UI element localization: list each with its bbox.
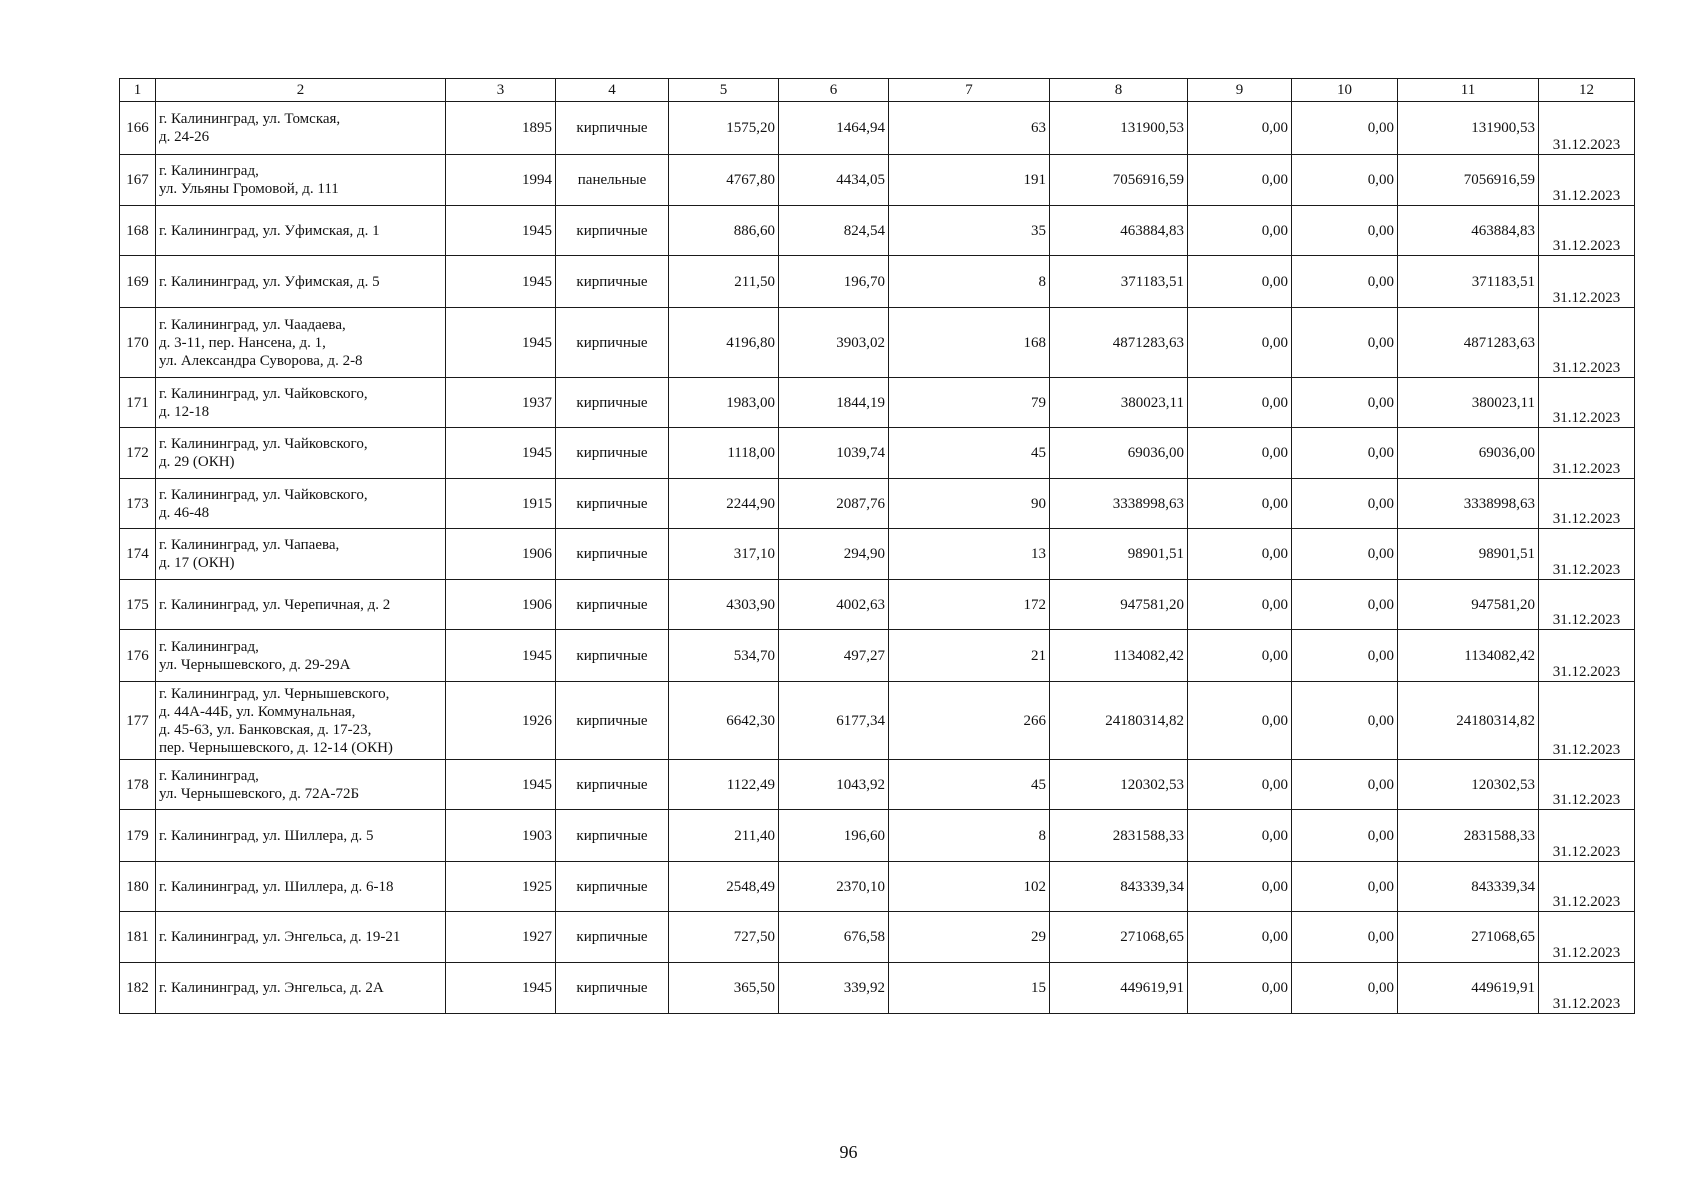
address-line: г. Калининград, [159, 638, 259, 655]
value-cell-7: 79 [889, 378, 1050, 428]
date-cell: 31.12.2023 [1539, 256, 1635, 308]
value-cell-10: 0,00 [1292, 155, 1398, 206]
address-line: д. 17 (ОКН) [159, 555, 235, 571]
address-line: д. 45-63, ул. Банковская, д. 17-23, [159, 721, 372, 738]
value-cell-9: 0,00 [1188, 630, 1292, 682]
address-cell [156, 479, 446, 529]
page-number: 96 [839, 1142, 858, 1162]
value-cell-6: 3903,02 [779, 308, 889, 378]
column-number: 11 [1398, 79, 1539, 102]
wall-material-cell: кирпичные [556, 102, 669, 155]
value-cell-5: 2244,90 [669, 479, 779, 529]
table-row [120, 428, 1635, 479]
value-cell-10: 0,00 [1292, 580, 1398, 630]
value-cell-7: 45 [889, 428, 1050, 479]
value-cell-9: 0,00 [1188, 256, 1292, 308]
table-row [120, 862, 1635, 912]
value-cell-7: 45 [889, 760, 1050, 810]
year-cell: 1937 [446, 378, 556, 428]
value-cell-8: 120302,53 [1050, 760, 1188, 810]
wall-material-cell: кирпичные [556, 378, 669, 428]
value-cell-11: 2831588,33 [1398, 810, 1539, 862]
address-cell [156, 155, 446, 206]
value-cell-8: 271068,65 [1050, 912, 1188, 963]
value-cell-10: 0,00 [1292, 206, 1398, 256]
row-number-cell: 168 [120, 206, 156, 256]
value-cell-5: 4196,80 [669, 308, 779, 378]
value-cell-8: 1134082,42 [1050, 630, 1188, 682]
column-number: 5 [669, 79, 779, 102]
address-cell [156, 102, 446, 155]
value-cell-7: 266 [889, 682, 1050, 760]
value-cell-7: 191 [889, 155, 1050, 206]
address-line: г. Калининград, ул. Чапаева, [159, 537, 340, 553]
address-cell [156, 308, 446, 378]
address-line: г. Калининград, ул. Томская, [159, 111, 341, 127]
value-cell-8: 131900,53 [1050, 102, 1188, 155]
address-line: г. Калининград, [159, 163, 259, 179]
address-line: г. Калининград, ул. Энгельса, д. 2А [159, 980, 384, 996]
column-number: 1 [120, 79, 156, 102]
wall-material-cell: кирпичные [556, 810, 669, 862]
address-cell [156, 912, 446, 963]
date-cell: 31.12.2023 [1539, 206, 1635, 256]
value-cell-10: 0,00 [1292, 630, 1398, 682]
column-number: 8 [1050, 79, 1188, 102]
address-line: пер. Чернышевского, д. 12-14 (ОКН) [159, 739, 393, 756]
year-cell: 1925 [446, 862, 556, 912]
year-cell: 1915 [446, 479, 556, 529]
value-cell-5: 4767,80 [669, 155, 779, 206]
year-cell: 1945 [446, 256, 556, 308]
value-cell-8: 3338998,63 [1050, 479, 1188, 529]
date-cell: 31.12.2023 [1539, 378, 1635, 428]
value-cell-7: 13 [889, 529, 1050, 580]
date-cell: 31.12.2023 [1539, 963, 1635, 1014]
address-cell [156, 378, 446, 428]
value-cell-6: 2370,10 [779, 862, 889, 912]
address-cell [156, 862, 446, 912]
row-number-cell: 175 [120, 580, 156, 630]
value-cell-5: 4303,90 [669, 580, 779, 630]
value-cell-6: 4434,05 [779, 155, 889, 206]
value-cell-8: 24180314,82 [1050, 682, 1188, 760]
housing-register-table [119, 78, 1635, 1014]
value-cell-9: 0,00 [1188, 580, 1292, 630]
wall-material-cell: кирпичные [556, 760, 669, 810]
date-cell: 31.12.2023 [1539, 529, 1635, 580]
address-cell [156, 810, 446, 862]
value-cell-11: 1134082,42 [1398, 630, 1539, 682]
value-cell-9: 0,00 [1188, 963, 1292, 1014]
value-cell-10: 0,00 [1292, 256, 1398, 308]
address-line: г. Калининград, ул. Чайковского, [159, 436, 368, 452]
value-cell-6: 294,90 [779, 529, 889, 580]
address-line: ул. Александра Суворова, д. 2-8 [159, 352, 363, 369]
address-line: д. 44А-44Б, ул. Коммунальная, [159, 703, 356, 720]
address-cell [156, 580, 446, 630]
value-cell-6: 676,58 [779, 912, 889, 963]
table-row [120, 308, 1635, 378]
value-cell-10: 0,00 [1292, 529, 1398, 580]
value-cell-9: 0,00 [1188, 206, 1292, 256]
value-cell-5: 886,60 [669, 206, 779, 256]
table-row [120, 102, 1635, 155]
value-cell-8: 7056916,59 [1050, 155, 1188, 206]
table-row [120, 760, 1635, 810]
value-cell-8: 449619,91 [1050, 963, 1188, 1014]
date-cell: 31.12.2023 [1539, 760, 1635, 810]
value-cell-11: 69036,00 [1398, 428, 1539, 479]
value-cell-11: 98901,51 [1398, 529, 1539, 580]
address-line: г. Калининград, ул. Шиллера, д. 6-18 [159, 878, 394, 895]
value-cell-9: 0,00 [1188, 479, 1292, 529]
value-cell-10: 0,00 [1292, 479, 1398, 529]
value-cell-7: 21 [889, 630, 1050, 682]
column-number: 12 [1539, 79, 1635, 102]
address-line: ул. Чернышевского, д. 29-29А [159, 656, 351, 673]
value-cell-8: 947581,20 [1050, 580, 1188, 630]
value-cell-6: 339,92 [779, 963, 889, 1014]
value-cell-7: 90 [889, 479, 1050, 529]
date-cell: 31.12.2023 [1539, 102, 1635, 155]
date-cell: 31.12.2023 [1539, 479, 1635, 529]
date-cell: 31.12.2023 [1539, 810, 1635, 862]
value-cell-11: 449619,91 [1398, 963, 1539, 1014]
date-cell: 31.12.2023 [1539, 630, 1635, 682]
wall-material-cell: панельные [556, 155, 669, 206]
row-number-cell: 179 [120, 810, 156, 862]
address-line: г. Калининград, ул. Уфимская, д. 1 [159, 222, 380, 239]
value-cell-6: 6177,34 [779, 682, 889, 760]
value-cell-7: 8 [889, 256, 1050, 308]
address-line: г. Калининград, ул. Чернышевского, [159, 685, 390, 702]
value-cell-7: 35 [889, 206, 1050, 256]
value-cell-5: 1118,00 [669, 428, 779, 479]
address-line: ул. Ульяны Громовой, д. 111 [159, 181, 339, 197]
value-cell-5: 1575,20 [669, 102, 779, 155]
table-row [120, 155, 1635, 206]
wall-material-cell: кирпичные [556, 963, 669, 1014]
value-cell-11: 947581,20 [1398, 580, 1539, 630]
value-cell-9: 0,00 [1188, 760, 1292, 810]
row-number-cell: 170 [120, 308, 156, 378]
value-cell-11: 271068,65 [1398, 912, 1539, 963]
value-cell-7: 172 [889, 580, 1050, 630]
value-cell-8: 463884,83 [1050, 206, 1188, 256]
row-number-cell: 182 [120, 963, 156, 1014]
row-number-cell: 177 [120, 682, 156, 760]
wall-material-cell: кирпичные [556, 206, 669, 256]
address-line: г. Калининград, ул. Чаадаева, [159, 316, 346, 333]
row-number-cell: 172 [120, 428, 156, 479]
value-cell-5: 534,70 [669, 630, 779, 682]
value-cell-8: 69036,00 [1050, 428, 1188, 479]
value-cell-9: 0,00 [1188, 810, 1292, 862]
value-cell-6: 1844,19 [779, 378, 889, 428]
address-cell [156, 682, 446, 760]
value-cell-10: 0,00 [1292, 760, 1398, 810]
address-cell [156, 760, 446, 810]
year-cell: 1945 [446, 760, 556, 810]
address-line: д. 12-18 [159, 403, 210, 420]
value-cell-5: 2548,49 [669, 862, 779, 912]
value-cell-11: 24180314,82 [1398, 682, 1539, 760]
value-cell-7: 168 [889, 308, 1050, 378]
value-cell-9: 0,00 [1188, 529, 1292, 580]
value-cell-6: 824,54 [779, 206, 889, 256]
value-cell-8: 371183,51 [1050, 256, 1188, 308]
address-line: д. 24-26 [159, 129, 210, 145]
table-row [120, 206, 1635, 256]
value-cell-9: 0,00 [1188, 155, 1292, 206]
year-cell: 1945 [446, 428, 556, 479]
value-cell-6: 1464,94 [779, 102, 889, 155]
value-cell-9: 0,00 [1188, 102, 1292, 155]
value-cell-5: 6642,30 [669, 682, 779, 760]
address-line: г. Калининград, ул. Чайковского, [159, 385, 368, 402]
table-row [120, 378, 1635, 428]
address-line: д. 3-11, пер. Нансена, д. 1, [159, 334, 326, 351]
column-number: 2 [156, 79, 446, 102]
address-line: г. Калининград, ул. Чайковского, [159, 486, 368, 503]
row-number-cell: 166 [120, 102, 156, 155]
wall-material-cell: кирпичные [556, 256, 669, 308]
table-row [120, 256, 1635, 308]
value-cell-10: 0,00 [1292, 912, 1398, 963]
value-cell-10: 0,00 [1292, 378, 1398, 428]
value-cell-8: 2831588,33 [1050, 810, 1188, 862]
value-cell-10: 0,00 [1292, 963, 1398, 1014]
wall-material-cell: кирпичные [556, 428, 669, 479]
column-number: 4 [556, 79, 669, 102]
date-cell: 31.12.2023 [1539, 682, 1635, 760]
value-cell-8: 98901,51 [1050, 529, 1188, 580]
date-cell: 31.12.2023 [1539, 308, 1635, 378]
table-row [120, 810, 1635, 862]
value-cell-7: 15 [889, 963, 1050, 1014]
address-line: д. 29 (ОКН) [159, 454, 235, 470]
address-line: ул. Чернышевского, д. 72А-72Б [159, 785, 360, 802]
row-number-cell: 173 [120, 479, 156, 529]
table-row [120, 630, 1635, 682]
value-cell-11: 131900,53 [1398, 102, 1539, 155]
value-cell-7: 8 [889, 810, 1050, 862]
date-cell: 31.12.2023 [1539, 580, 1635, 630]
column-number: 9 [1188, 79, 1292, 102]
column-number-row [120, 79, 1635, 102]
year-cell: 1927 [446, 912, 556, 963]
value-cell-6: 1039,74 [779, 428, 889, 479]
value-cell-11: 371183,51 [1398, 256, 1539, 308]
table-row [120, 529, 1635, 580]
table-row [120, 580, 1635, 630]
address-cell [156, 428, 446, 479]
value-cell-5: 317,10 [669, 529, 779, 580]
wall-material-cell: кирпичные [556, 682, 669, 760]
value-cell-10: 0,00 [1292, 308, 1398, 378]
value-cell-10: 0,00 [1292, 810, 1398, 862]
address-line: г. Калининград, ул. Энгельса, д. 19-21 [159, 929, 401, 945]
wall-material-cell: кирпичные [556, 479, 669, 529]
value-cell-10: 0,00 [1292, 102, 1398, 155]
address-cell [156, 963, 446, 1014]
wall-material-cell: кирпичные [556, 630, 669, 682]
wall-material-cell: кирпичные [556, 308, 669, 378]
table-row [120, 479, 1635, 529]
wall-material-cell: кирпичные [556, 912, 669, 963]
value-cell-8: 843339,34 [1050, 862, 1188, 912]
value-cell-5: 727,50 [669, 912, 779, 963]
year-cell: 1895 [446, 102, 556, 155]
table-row [120, 912, 1635, 963]
row-number-cell: 181 [120, 912, 156, 963]
row-number-cell: 171 [120, 378, 156, 428]
year-cell: 1945 [446, 963, 556, 1014]
wall-material-cell: кирпичные [556, 529, 669, 580]
wall-material-cell: кирпичные [556, 862, 669, 912]
column-number: 10 [1292, 79, 1398, 102]
year-cell: 1906 [446, 529, 556, 580]
year-cell: 1903 [446, 810, 556, 862]
value-cell-6: 2087,76 [779, 479, 889, 529]
value-cell-5: 211,40 [669, 810, 779, 862]
address-line: г. Калининград, ул. Уфимская, д. 5 [159, 273, 380, 290]
value-cell-10: 0,00 [1292, 428, 1398, 479]
value-cell-11: 3338998,63 [1398, 479, 1539, 529]
year-cell: 1945 [446, 630, 556, 682]
year-cell: 1945 [446, 308, 556, 378]
date-cell: 31.12.2023 [1539, 912, 1635, 963]
value-cell-9: 0,00 [1188, 682, 1292, 760]
date-cell: 31.12.2023 [1539, 862, 1635, 912]
value-cell-6: 497,27 [779, 630, 889, 682]
value-cell-10: 0,00 [1292, 862, 1398, 912]
value-cell-11: 120302,53 [1398, 760, 1539, 810]
row-number-cell: 174 [120, 529, 156, 580]
value-cell-5: 365,50 [669, 963, 779, 1014]
address-cell [156, 529, 446, 580]
row-number-cell: 167 [120, 155, 156, 206]
value-cell-9: 0,00 [1188, 378, 1292, 428]
wall-material-cell: кирпичные [556, 580, 669, 630]
year-cell: 1926 [446, 682, 556, 760]
value-cell-11: 7056916,59 [1398, 155, 1539, 206]
row-number-cell: 180 [120, 862, 156, 912]
year-cell: 1906 [446, 580, 556, 630]
value-cell-11: 380023,11 [1398, 378, 1539, 428]
address-cell [156, 206, 446, 256]
address-cell [156, 256, 446, 308]
row-number-cell: 169 [120, 256, 156, 308]
value-cell-5: 1983,00 [669, 378, 779, 428]
date-cell: 31.12.2023 [1539, 155, 1635, 206]
value-cell-11: 4871283,63 [1398, 308, 1539, 378]
value-cell-6: 1043,92 [779, 760, 889, 810]
column-number: 3 [446, 79, 556, 102]
value-cell-7: 102 [889, 862, 1050, 912]
row-number-cell: 178 [120, 760, 156, 810]
year-cell: 1945 [446, 206, 556, 256]
value-cell-11: 463884,83 [1398, 206, 1539, 256]
column-number: 6 [779, 79, 889, 102]
value-cell-7: 29 [889, 912, 1050, 963]
value-cell-9: 0,00 [1188, 308, 1292, 378]
row-number-cell: 176 [120, 630, 156, 682]
address-cell [156, 630, 446, 682]
column-number: 7 [889, 79, 1050, 102]
table-row [120, 963, 1635, 1014]
value-cell-11: 843339,34 [1398, 862, 1539, 912]
value-cell-8: 4871283,63 [1050, 308, 1188, 378]
table-body [120, 102, 1635, 1014]
value-cell-5: 1122,49 [669, 760, 779, 810]
table-row [120, 682, 1635, 760]
value-cell-6: 196,70 [779, 256, 889, 308]
value-cell-9: 0,00 [1188, 428, 1292, 479]
value-cell-9: 0,00 [1188, 912, 1292, 963]
address-line: г. Калининград, ул. Черепичная, д. 2 [159, 596, 391, 613]
address-line: г. Калининград, ул. Шиллера, д. 5 [159, 827, 374, 844]
address-line: д. 46-48 [159, 504, 210, 521]
year-cell: 1994 [446, 155, 556, 206]
value-cell-9: 0,00 [1188, 862, 1292, 912]
value-cell-8: 380023,11 [1050, 378, 1188, 428]
value-cell-6: 4002,63 [779, 580, 889, 630]
value-cell-6: 196,60 [779, 810, 889, 862]
address-line: г. Калининград, [159, 767, 259, 784]
value-cell-5: 211,50 [669, 256, 779, 308]
value-cell-7: 63 [889, 102, 1050, 155]
value-cell-10: 0,00 [1292, 682, 1398, 760]
date-cell: 31.12.2023 [1539, 428, 1635, 479]
